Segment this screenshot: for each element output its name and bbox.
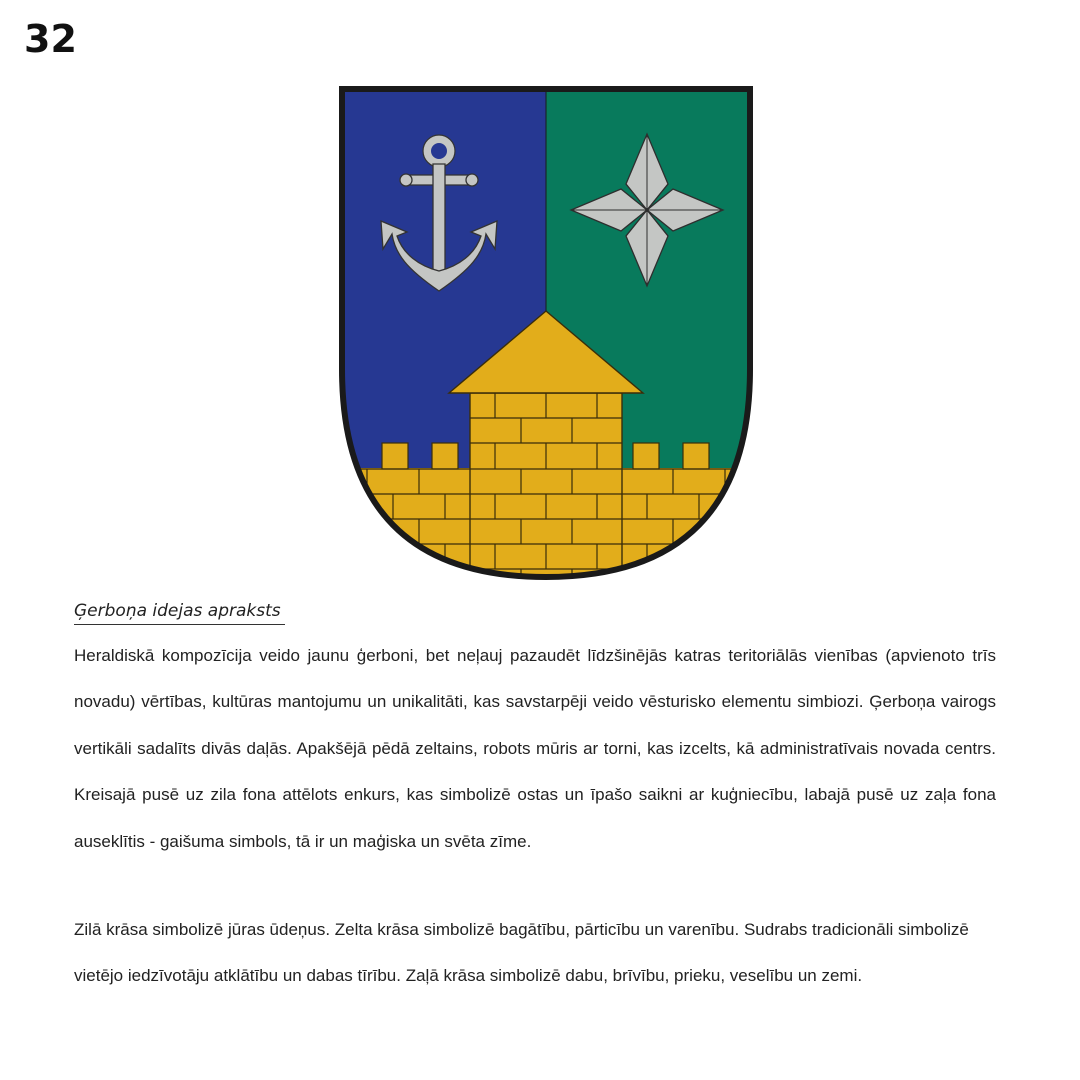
coat-of-arms xyxy=(337,84,755,584)
description-paragraph-2: Zilā krāsa simbolizē jūras ūdeņus. Zelta krāsa simbolizē bagātību, pārticību un varenību. Sudrabs tradicionāli simbolizē vietējo iedzīvotāju atklātību un dabas tīrību. Zaļā krāsa simbolizē dabu, brīvību, prieku, veselību un zemi. xyxy=(74,920,969,986)
section-heading: Ģerboņa idejas apraksts xyxy=(74,601,285,625)
page-number: 32 xyxy=(24,17,77,61)
description-paragraph-1: Heraldiskā kompozīcija veido jaunu ģerboni, bet neļauj pazaudēt līdzšinējās katras teritoriālās vienības (apvienoto trīs novadu) vērtības, kultūras mantojumu un unikalitāti, kas savstarpēji veido vēsturisko elementu simbiozi. Ģerboņa vairogs vertikāli sadalīts divās daļās. Apakšējā pēdā zeltains, robots mūris ar torni, kas izcelts, kā administratīvais novada centrs. Kreisajā pusē uz zila fona attēlots enkurs, kas simbolizē ostas un īpašo saikni ar kuģniecību, labajā pusē uz zaļa fona auseklītis - gaišuma simbols, tā ir un maģiska un svēta zīme. xyxy=(74,646,996,851)
